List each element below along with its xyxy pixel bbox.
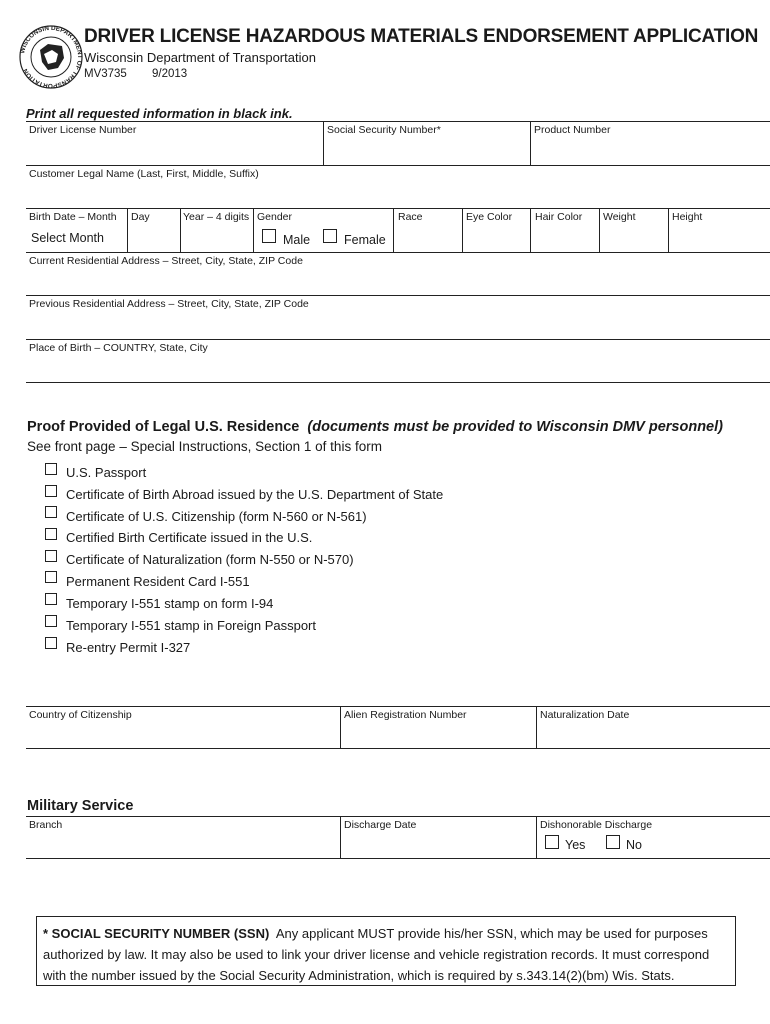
ssn-notice-box [36, 916, 736, 986]
divider [26, 382, 770, 383]
ssn-notice-lead: * SOCIAL SECURITY NUMBER (SSN) [43, 926, 270, 941]
proof-item-reentry-permit: Re-entry Permit I-327 [66, 640, 191, 655]
product-number-label: Product Number [534, 124, 611, 136]
proof-checkbox-birth-certificate[interactable] [45, 528, 57, 540]
divider [26, 858, 770, 859]
proof-item-birth-abroad: Certificate of Birth Abroad issued by the U.S. Department of State [66, 487, 444, 502]
ssn-label: Social Security Number* [327, 124, 441, 136]
alien-registration-field[interactable] [341, 722, 535, 748]
place-of-birth-field[interactable] [26, 355, 770, 382]
discharge-date-label: Discharge Date [344, 819, 417, 831]
gender-male-checkbox[interactable] [262, 229, 276, 243]
driver-license-number-field[interactable] [26, 122, 323, 165]
proof-subheading: See front page – Special Instructions, Section 1 of this form [27, 439, 382, 454]
military-heading: Military Service [27, 798, 134, 814]
proof-checkbox-passport[interactable] [45, 463, 57, 475]
birth-month-select[interactable]: Select Month [31, 231, 104, 245]
divider [253, 208, 254, 252]
proof-heading [27, 419, 723, 435]
branch-field[interactable] [26, 832, 339, 858]
ink-instructions: Print all requested information in black ink. [26, 106, 293, 121]
country-of-citizenship-field[interactable] [26, 722, 339, 748]
customer-name-field[interactable] [26, 166, 770, 208]
divider [26, 252, 770, 253]
dishonorable-no-checkbox[interactable] [606, 835, 620, 849]
previous-address-field[interactable] [26, 311, 770, 339]
proof-item-passport: U.S. Passport [66, 465, 147, 480]
gender-label: Gender [257, 211, 293, 223]
divider [26, 706, 770, 707]
dishonorable-no-label: No [626, 838, 642, 852]
divider [26, 208, 770, 209]
proof-checkbox-naturalization[interactable] [45, 550, 57, 562]
proof-item-citizenship: Certificate of U.S. Citizenship (form N-560 or N-561) [66, 509, 367, 524]
seal-text: WISCONSIN DEPARTMENT OF TRANSPORTATION [19, 24, 84, 90]
proof-checkbox-citizenship[interactable] [45, 506, 57, 518]
weight-field[interactable] [600, 224, 668, 251]
birth-day-label: Day [131, 211, 150, 223]
birth-day-field[interactable] [128, 224, 179, 251]
alien-registration-label: Alien Registration Number [344, 709, 467, 721]
naturalization-date-label: Naturalization Date [540, 709, 630, 721]
race-field[interactable] [394, 224, 461, 251]
naturalization-date-field[interactable] [537, 722, 769, 748]
gender-female-label: Female [344, 233, 386, 247]
form-number: MV3735 [84, 68, 127, 80]
hair-color-field[interactable] [531, 224, 599, 251]
branch-label: Branch [29, 819, 63, 831]
divider [26, 748, 770, 749]
proof-checkbox-i94[interactable] [45, 593, 57, 605]
ssn-field[interactable] [324, 122, 530, 165]
form-title: DRIVER LICENSE HAZARDOUS MATERIALS ENDORSEMENT APPLICATION [84, 26, 759, 47]
discharge-date-field[interactable] [341, 832, 535, 858]
proof-item-birth-certificate: Certified Birth Certificate issued in the U.S. [66, 530, 313, 545]
eye-color-label: Eye Color [466, 211, 513, 223]
birth-year-field[interactable] [181, 224, 253, 251]
place-of-birth-label: Place of Birth – COUNTRY, State, City [29, 342, 208, 354]
department-name: Wisconsin Department of Transportation [84, 50, 316, 65]
wisdot-seal-icon [18, 24, 84, 90]
previous-address-label: Previous Residential Address – Street, City, State, ZIP Code [29, 298, 309, 310]
driver-license-number-label: Driver License Number [29, 124, 137, 136]
proof-item-i94: Temporary I-551 stamp on form I-94 [66, 596, 274, 611]
gender-male-label: Male [283, 233, 311, 247]
ssn-notice [43, 923, 731, 986]
eye-color-field[interactable] [463, 224, 530, 251]
divider [26, 339, 770, 340]
proof-item-resident-card: Permanent Resident Card I-551 [66, 574, 250, 589]
birth-year-label: Year – 4 digits [183, 211, 250, 223]
divider [536, 816, 537, 858]
divider [26, 295, 770, 296]
ssn-notice-body: Any applicant MUST provide his/her SSN, which may be used for purposes authorized by law. It may also be used to link your driver license and vehicle registration records. It must correspond with the number issued by the Social Security Administration, which is required by s.343.14(2)(bm) Wis. Stats. [43, 926, 710, 983]
proof-heading-text: Proof Provided of Legal U.S. Residence [27, 419, 300, 435]
divider [26, 816, 770, 817]
gender-female-checkbox[interactable] [323, 229, 337, 243]
proof-heading-note: (documents must be provided to Wisconsin DMV personnel) [307, 419, 723, 435]
proof-checkbox-birth-abroad[interactable] [45, 485, 57, 497]
form-date: 9/2013 [152, 68, 188, 80]
customer-name-label: Customer Legal Name (Last, First, Middle, Suffix) [29, 168, 259, 180]
dishonorable-yes-label: Yes [565, 838, 586, 852]
height-label: Height [672, 211, 703, 223]
proof-checkbox-reentry-permit[interactable] [45, 637, 57, 649]
country-of-citizenship-label: Country of Citizenship [29, 709, 132, 721]
proof-checkbox-resident-card[interactable] [45, 571, 57, 583]
weight-label: Weight [603, 211, 636, 223]
current-address-field[interactable] [26, 268, 770, 295]
dishonorable-yes-checkbox[interactable] [545, 835, 559, 849]
birth-month-label: Birth Date – Month [29, 211, 117, 223]
hair-color-label: Hair Color [535, 211, 583, 223]
height-field[interactable] [669, 224, 769, 251]
proof-item-naturalization: Certificate of Naturalization (form N-550 or N-570) [66, 552, 354, 567]
race-label: Race [398, 211, 423, 223]
dishonorable-discharge-label: Dishonorable Discharge [540, 819, 653, 831]
proof-item-foreign-passport: Temporary I-551 stamp in Foreign Passport [66, 618, 316, 633]
current-address-label: Current Residential Address – Street, City, State, ZIP Code [29, 255, 303, 267]
product-number-field[interactable] [531, 122, 769, 165]
proof-checkbox-foreign-passport[interactable] [45, 615, 57, 627]
